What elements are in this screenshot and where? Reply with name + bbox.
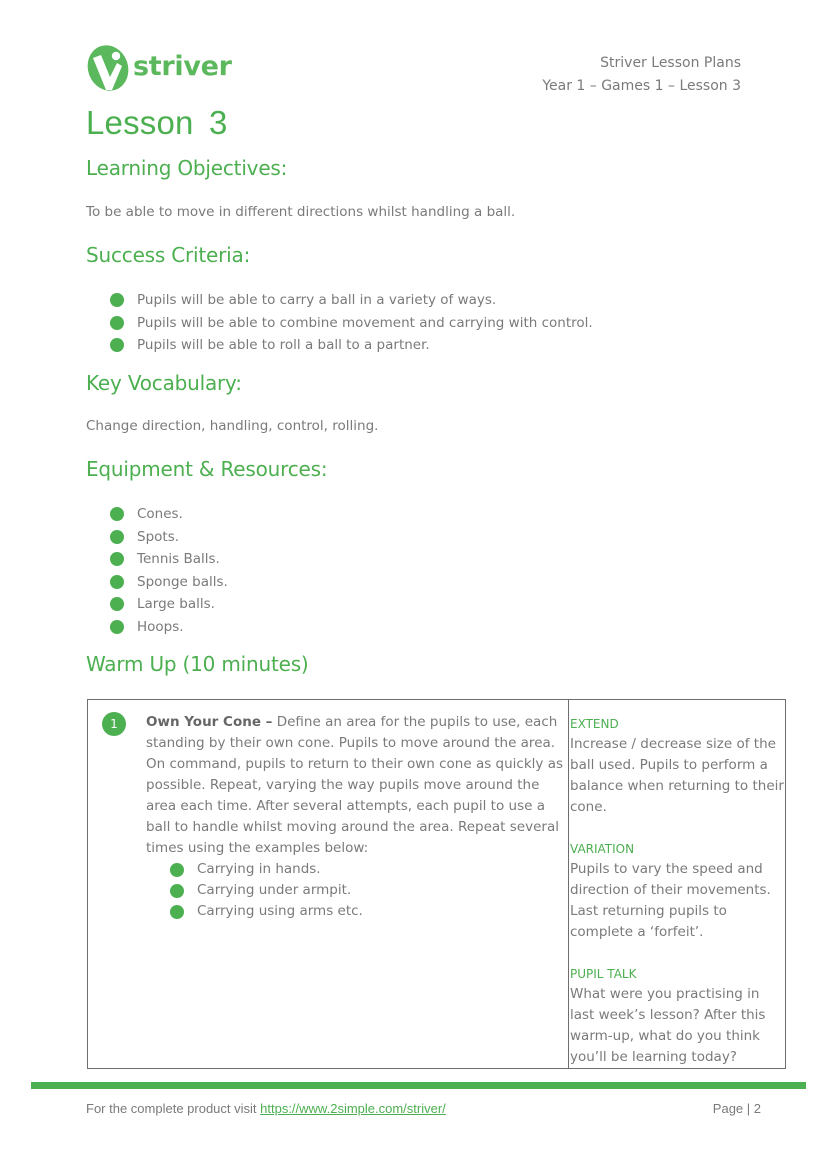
list-item-text: Cones. <box>137 506 183 522</box>
list-item <box>170 880 564 901</box>
footer-note <box>86 1101 446 1116</box>
warm-up-activity-table <box>87 699 786 1069</box>
bullet-icon <box>110 316 124 330</box>
list-item-text: Carrying under armpit. <box>197 882 352 898</box>
variation-block <box>570 839 785 943</box>
learning-objectives-heading: Learning Objectives: <box>86 156 288 180</box>
bullet-icon <box>110 507 124 521</box>
list-item-text: Hoops. <box>137 618 184 635</box>
bullet-icon <box>110 575 124 589</box>
list-item-text: Carrying using arms etc. <box>197 903 363 919</box>
warm-up-heading: Warm Up (10 minutes) <box>86 652 309 676</box>
equipment-heading: Equipment & Resources: <box>86 457 328 481</box>
activity-side-cell <box>569 700 785 1068</box>
variation-text: Pupils to vary the speed and direction of their movements. Last returning pupils to complete a ‘forfeit’. <box>570 861 771 940</box>
learning-objectives-text: To be able to move in different directions whilst handling a ball. <box>86 204 516 220</box>
bullet-icon <box>170 905 184 919</box>
bullet-icon <box>110 338 124 352</box>
success-criteria-list <box>110 289 593 357</box>
extend-block <box>570 714 785 818</box>
pupil-talk-heading: PUPIL TALK <box>570 967 637 981</box>
list-item <box>110 312 593 335</box>
bullet-icon <box>110 293 124 307</box>
extend-heading: EXTEND <box>570 717 619 731</box>
pupil-talk-block <box>570 964 785 1068</box>
header-lesson-path: Year 1 – Games 1 – Lesson 3 <box>542 78 741 94</box>
extend-text: Increase / decrease size of the ball used. Pupils to perform a balance when returning to their cone. <box>570 736 784 815</box>
striver-logo <box>86 44 232 92</box>
bullet-icon <box>110 530 124 544</box>
page-title: Lesson 3 <box>86 104 228 141</box>
list-item-text: Tennis Balls. <box>137 551 220 567</box>
activity-description <box>146 712 564 922</box>
list-item <box>110 616 228 639</box>
list-item <box>110 593 228 616</box>
activity-main-cell <box>88 700 569 1068</box>
list-item-text: Sponge balls. <box>137 573 228 590</box>
key-vocabulary-heading: Key Vocabulary: <box>86 371 242 395</box>
bullet-icon <box>110 597 124 611</box>
footer-prefix: For the complete product visit <box>86 1101 261 1116</box>
variation-heading: VARIATION <box>570 842 635 856</box>
key-vocabulary-text: Change direction, handling, control, rolling. <box>86 418 379 434</box>
bullet-icon <box>110 620 124 634</box>
activity-examples-list <box>170 859 564 922</box>
document-header-info <box>542 52 741 98</box>
activity-number-badge: 1 <box>102 712 126 736</box>
list-item <box>170 859 564 880</box>
list-item <box>110 548 228 571</box>
striver-logo-icon <box>86 44 130 92</box>
activity-body: Define an area for the pupils to use, each standing by their own cone. Pupils to move around the area. On command, pupils to return to their own cone as quickly as possible. Repeat, varying the way pupils move around the area each time. After several attempts, each pupil to use a ball to handle whilst moving around the area. Repeat several times using the examples below: <box>146 714 563 856</box>
list-item-text: Spots. <box>137 528 180 545</box>
pupil-talk-text: What were you practising in last week’s lesson? After this warm-up, what do you think you’ll be learning today? <box>570 986 766 1065</box>
success-criteria-heading: Success Criteria: <box>86 243 251 267</box>
list-item <box>110 289 593 312</box>
list-item-text: Carrying in hands. <box>197 861 321 877</box>
product-link[interactable]: https://www.2simple.com/striver/ <box>260 1101 446 1116</box>
brand-name: striver <box>133 50 232 82</box>
activity-title: Own Your Cone – <box>146 714 273 730</box>
header-series: Striver Lesson Plans <box>600 55 741 71</box>
list-item-text: Pupils will be able to carry a ball in a variety of ways. <box>137 292 497 308</box>
list-item <box>170 901 564 922</box>
list-item-text: Large balls. <box>137 596 215 612</box>
list-item <box>110 526 228 549</box>
list-item-text: Pupils will be able to roll a ball to a partner. <box>137 337 430 353</box>
bullet-icon <box>110 552 124 566</box>
equipment-list <box>110 503 228 638</box>
list-item <box>110 503 228 526</box>
footer-divider <box>31 1082 806 1089</box>
page-number: Page | 2 <box>712 1101 761 1116</box>
bullet-icon <box>170 863 184 877</box>
list-item <box>110 334 593 357</box>
list-item-text: Pupils will be able to combine movement and carrying with control. <box>137 314 593 331</box>
list-item <box>110 571 228 594</box>
bullet-icon <box>170 884 184 898</box>
